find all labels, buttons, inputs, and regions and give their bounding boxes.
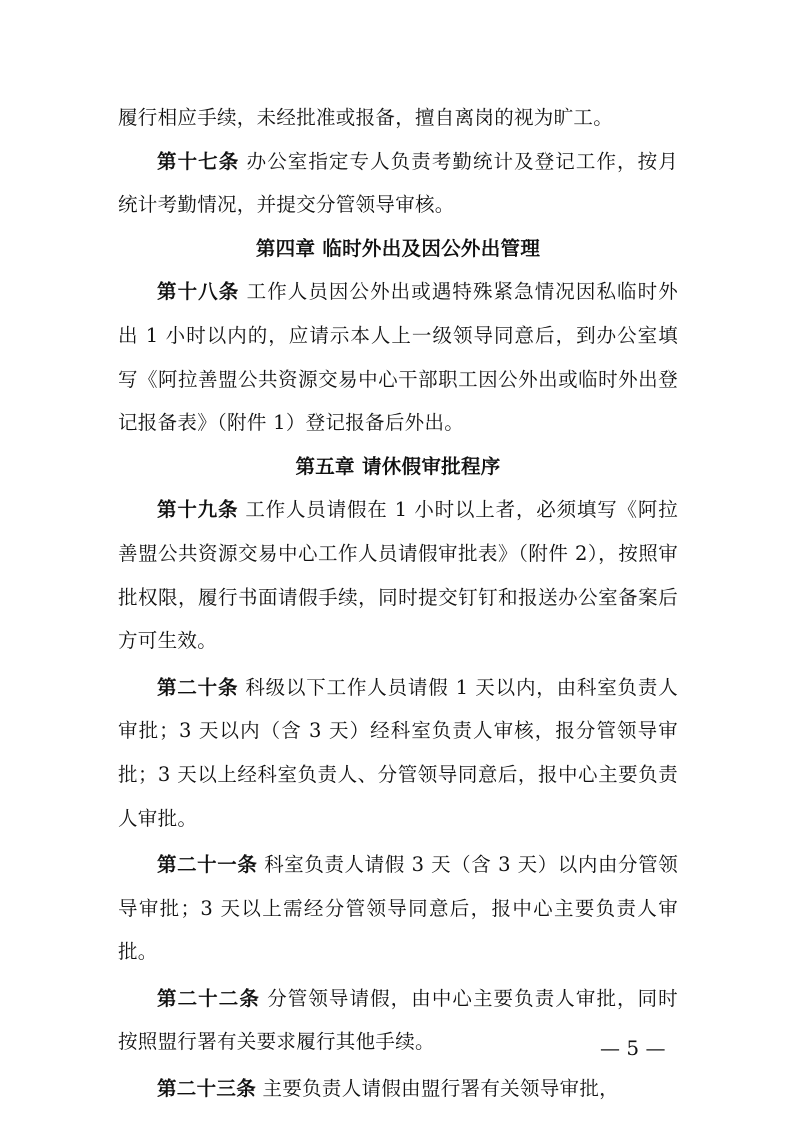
article-text: 办公室指定专人负责考勤统计及登记工作，按月统计考勤情况，并提交分管领导审核。 bbox=[118, 149, 678, 217]
chapter-4-heading: 第四章 临时外出及因公外出管理 bbox=[255, 236, 541, 260]
article-23 bbox=[118, 1067, 678, 1111]
article-number: 第二十二条 bbox=[157, 986, 260, 1010]
article-22 bbox=[118, 977, 678, 1064]
page-number: — 5 — bbox=[600, 1036, 666, 1060]
article-number: 第二十条 bbox=[157, 675, 239, 699]
article-number: 第二十三条 bbox=[157, 1077, 257, 1101]
paragraph-text: 履行相应手续，未经批准或报备，擅自离岗的视为旷工。 bbox=[118, 106, 614, 129]
article-text: 分管领导请假，由中心主要负责人审批，同时按照盟行署有关要求履行其他手续。 bbox=[118, 986, 678, 1054]
article-number: 第十八条 bbox=[157, 280, 240, 304]
article-21 bbox=[118, 843, 678, 974]
body-text bbox=[118, 96, 678, 1111]
article-number: 第十九条 bbox=[157, 498, 239, 522]
article-18 bbox=[118, 270, 678, 444]
article-text: 主要负责人请假由盟行署有关领导审批， bbox=[262, 1077, 619, 1101]
article-text: 工作人员请假在 1 小时以上者，必须填写《阿拉善盟公共资源交易中心工作人员请假审批表》（附件 2），按照审批权限，履行书面请假手续，同时提交钉钉和报送办公室备案后方可生效。 bbox=[118, 498, 678, 653]
article-number: 第十七条 bbox=[157, 149, 240, 173]
article-text: 科室负责人请假 3 天（含 3 天）以内由分管领导审批；3 天以上需经分管领导同意后，报中心主要负责人审批。 bbox=[118, 853, 678, 964]
chapter-5-heading: 第五章 请休假审批程序 bbox=[295, 454, 501, 478]
article-text: 工作人员因公外出或遇特殊紧急情况因私临时外出 1 小时以内的，应请示本人上一级领导同意后，到办公室填写《阿拉善盟公共资源交易中心干部职工因公外出或临时外出登记报备表》（附件 1）登记报备后外出。 bbox=[118, 280, 678, 435]
article-number: 第二十一条 bbox=[157, 853, 258, 877]
article-text: 科级以下工作人员请假 1 天以内，由科室负责人审批；3 天以内（含 3 天）经科室负责人审核，报分管领导审批；3 天以上经科室负责人、分管领导同意后，报中心主要负责人审批。 bbox=[118, 675, 678, 830]
paragraph-continuation bbox=[118, 96, 678, 140]
article-17 bbox=[118, 140, 678, 227]
article-20 bbox=[118, 666, 678, 840]
article-19 bbox=[118, 488, 678, 662]
